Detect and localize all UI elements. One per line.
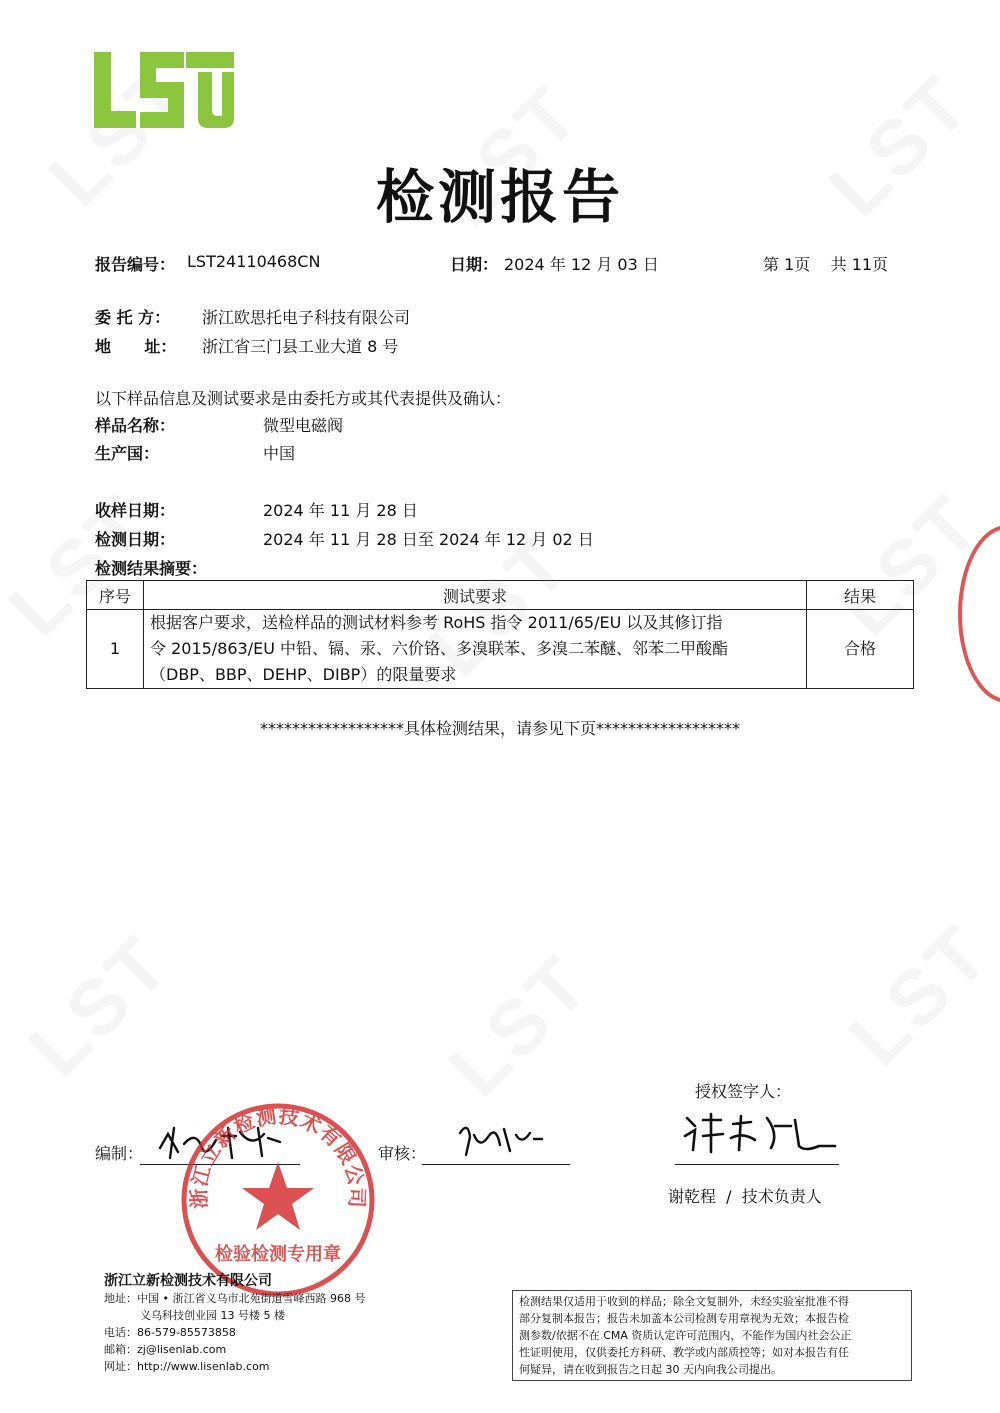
client-label: 委 托 方： — [95, 308, 171, 327]
footer-email: 邮箱：zj@lisenlab.com — [104, 1343, 227, 1356]
requirement-line: （DBP、BBP、DEHP、DIBP）的限量要求 — [150, 665, 457, 684]
client-name: 浙江欧思托电子科技有限公司 — [202, 308, 411, 327]
disclaimer-line: 性证明使用，仅供委托方科研、教学或内部质控等；如对本报告有任 — [519, 1346, 849, 1359]
watermark — [431, 937, 608, 1114]
requirement-line: 根据客户要求，送检样品的测试材料参考 RoHS 指令 2011/65/EU 以及其修订指 — [150, 613, 723, 632]
row-no: 1 — [87, 610, 144, 689]
col-header-result: 结果 — [807, 581, 914, 610]
received-date-label: 收样日期： — [95, 501, 176, 520]
origin: 中国 — [263, 444, 296, 463]
company-logo — [94, 52, 234, 130]
signer-signature-line — [675, 1164, 839, 1165]
table-header-row — [87, 581, 914, 610]
row-requirement — [144, 610, 807, 689]
svg-text:浙江立新检测技术有限公司: 浙江立新检测技术有限公司 — [186, 1103, 370, 1210]
footer-website: 网址：http://www.lisenlab.com — [104, 1360, 270, 1373]
footer-address: 地址：中国 • 浙江省义乌市北苑街道雪峰西路 968 号 — [104, 1292, 366, 1305]
see-next-page-note: ******************具体检测结果，请参见下页****************** — [259, 719, 740, 738]
watermark — [831, 907, 1000, 1084]
test-date-label: 检测日期： — [95, 530, 176, 549]
report-no: LST24110468CN — [187, 252, 321, 271]
date-label: 日期： — [450, 255, 499, 274]
client-address: 浙江省三门县工业大道 8 号 — [202, 337, 399, 356]
received-date: 2024 年 11 月 28 日 — [263, 501, 418, 520]
signer-name-title: 谢乾程 / 技术负责人 — [668, 1187, 822, 1206]
requirement-line: 令 2015/863/EU 中铅、镉、汞、六价铬、多溴联苯、多溴二苯醚、邻苯二甲酸酯 — [150, 639, 729, 658]
footer-company: 浙江立新检测技术有限公司 — [104, 1273, 272, 1289]
authorized-signatory-label: 授权签字人： — [695, 1082, 792, 1101]
table-row — [87, 610, 914, 689]
row-result: 合格 — [807, 610, 914, 689]
reviewer-signature — [430, 1115, 570, 1169]
disclaimer-box — [512, 1290, 912, 1381]
sample-name-label: 样品名称： — [95, 416, 176, 435]
report-date: 2024 年 12 月 03 日 — [504, 255, 659, 274]
test-date: 2024 年 11 月 28 日至 2024 年 12 月 02 日 — [263, 530, 594, 549]
report-no-label: 报告编号： — [95, 255, 176, 274]
origin-label: 生产国： — [95, 444, 160, 463]
address-label: 地 址： — [95, 337, 177, 356]
summary-label: 检测结果摘要： — [95, 559, 208, 578]
sample-intro: 以下样品信息及测试要求是由委托方或其代表提供及确认： — [95, 389, 512, 408]
signer-signature — [675, 1106, 845, 1166]
reviewer-signature-line — [422, 1164, 570, 1165]
footer-contacts — [104, 1290, 434, 1375]
disclaimer-line: 测参数/依据不在 CMA 资质认定许可范围内，不能作为国内社会公正 — [519, 1329, 852, 1342]
svg-text:检验检测专用章: 检验检测专用章 — [215, 1244, 341, 1265]
disclaimer-line: 何疑异，请在收到报告之日起 30 天内向我公司提出。 — [519, 1363, 782, 1376]
col-header-no: 序号 — [87, 581, 144, 610]
col-header-requirement: 测试要求 — [144, 581, 807, 610]
disclaimer-line: 检测结果仅适用于收到的样品；除全文复制外，未经实验室批准不得 — [519, 1295, 849, 1308]
reviewer-label: 审核： — [378, 1144, 427, 1163]
document-title: 检测报告 — [375, 163, 624, 231]
footer-address-line2: 义乌科技创业园 13 号楼 5 楼 — [140, 1309, 285, 1322]
watermark — [11, 917, 188, 1094]
page-info: 第 1页 共 11页 — [763, 255, 889, 274]
results-table — [86, 580, 914, 689]
disclaimer-line: 部分复制本报告；报告未加盖本公司检测专用章视为无效；本报告检 — [519, 1312, 849, 1325]
footer-phone: 电话：86-579-85573858 — [104, 1326, 236, 1339]
sample-name: 微型电磁阀 — [263, 416, 344, 435]
compiler-label: 编制： — [95, 1144, 144, 1163]
